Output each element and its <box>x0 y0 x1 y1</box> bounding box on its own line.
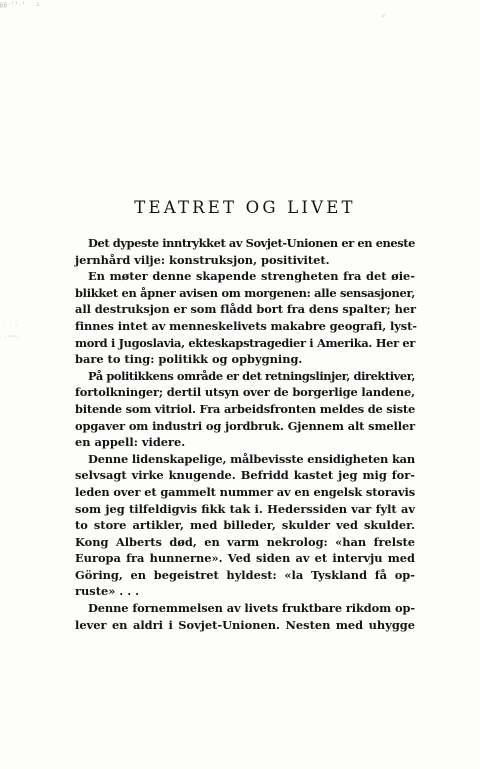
text-line: Denne fornemmelsen av livets fruktbare rikdom op- <box>88 601 415 616</box>
text-line: Det dypeste inntrykket av Sovjet-Unionen er en eneste <box>88 236 415 250</box>
text-line: Göring, en begeistret hyldest: «la Tyskland få op- <box>75 567 415 582</box>
paragraph <box>75 268 415 368</box>
chapter-body <box>75 235 415 633</box>
scan-speck-margin-lower: ·ᵎᵉᵎ· <box>4 335 20 341</box>
paragraph <box>75 451 415 600</box>
text-line: finnes intet av menneskelivets makabre geografi, lyst- <box>75 318 417 333</box>
text-line: blikket en åpner avisen om morgenen: alle sensasjoner, <box>75 285 415 300</box>
text-line: leden over et gammelt nummer av en engelsk storavis <box>75 484 415 499</box>
scan-speck-top-left: ᵷᵷ·ᵀᴵ·ᴵ ı ⁻ <box>0 1 58 8</box>
text-line: bitende som vitriol. Fra arbeidsfronten meldes de siste <box>75 401 415 416</box>
text-line: jernhård vilje: konstruksjon, positivitet. <box>75 252 330 267</box>
text-line: all destruksjon er som flådd bort fra dens spalter; her <box>75 302 416 317</box>
text-line: en appell: videre. <box>75 435 186 450</box>
text-line: lever en aldri i Sovjet-Unionen. Nesten med uhygge <box>75 617 415 632</box>
text-line: Europa fra hunnerne». Ved siden av et intervju med <box>75 551 415 566</box>
text-line: En møter denne skapende strengheten fra det øie- <box>88 269 415 284</box>
text-line: som jeg tilfeldigvis fikk tak i. Hederssiden var fylt av <box>75 501 415 516</box>
text-line: mord i Jugoslavia, ekteskapstragedier i Amerika. Her er <box>75 335 415 350</box>
paragraph <box>75 600 415 633</box>
text-line: Denne lidenskapelige, målbevisste ensidigheten kan <box>88 451 415 466</box>
scan-speck-top-right: ⸝ <box>381 10 386 20</box>
text-line: På politikkens område er det retningslinjer, direktiver, <box>88 368 416 383</box>
text-line: selvsagt virke knugende. Befridd kastet jeg mig for- <box>75 468 415 483</box>
scan-speck-margin: · · · <box>3 323 19 329</box>
text-line: to store artikler, med billeder, skulder ved skulder. <box>75 518 415 533</box>
chapter-heading: TEATRET OG LIVET <box>134 198 356 217</box>
text-line: bare to ting: politikk og opbygning. <box>75 352 303 367</box>
text-line: ruste» . . . <box>75 584 140 599</box>
text-line: fortolkninger; dertil utsyn over de borgerlige landene, <box>75 385 415 400</box>
text-line: Kong Alberts død, en varm nekrolog: «han frelste <box>75 534 415 549</box>
paragraph <box>75 235 415 268</box>
text-line: opgaver om industri og jordbruk. Gjennem alt smeller <box>75 418 415 433</box>
paragraph <box>75 368 415 451</box>
